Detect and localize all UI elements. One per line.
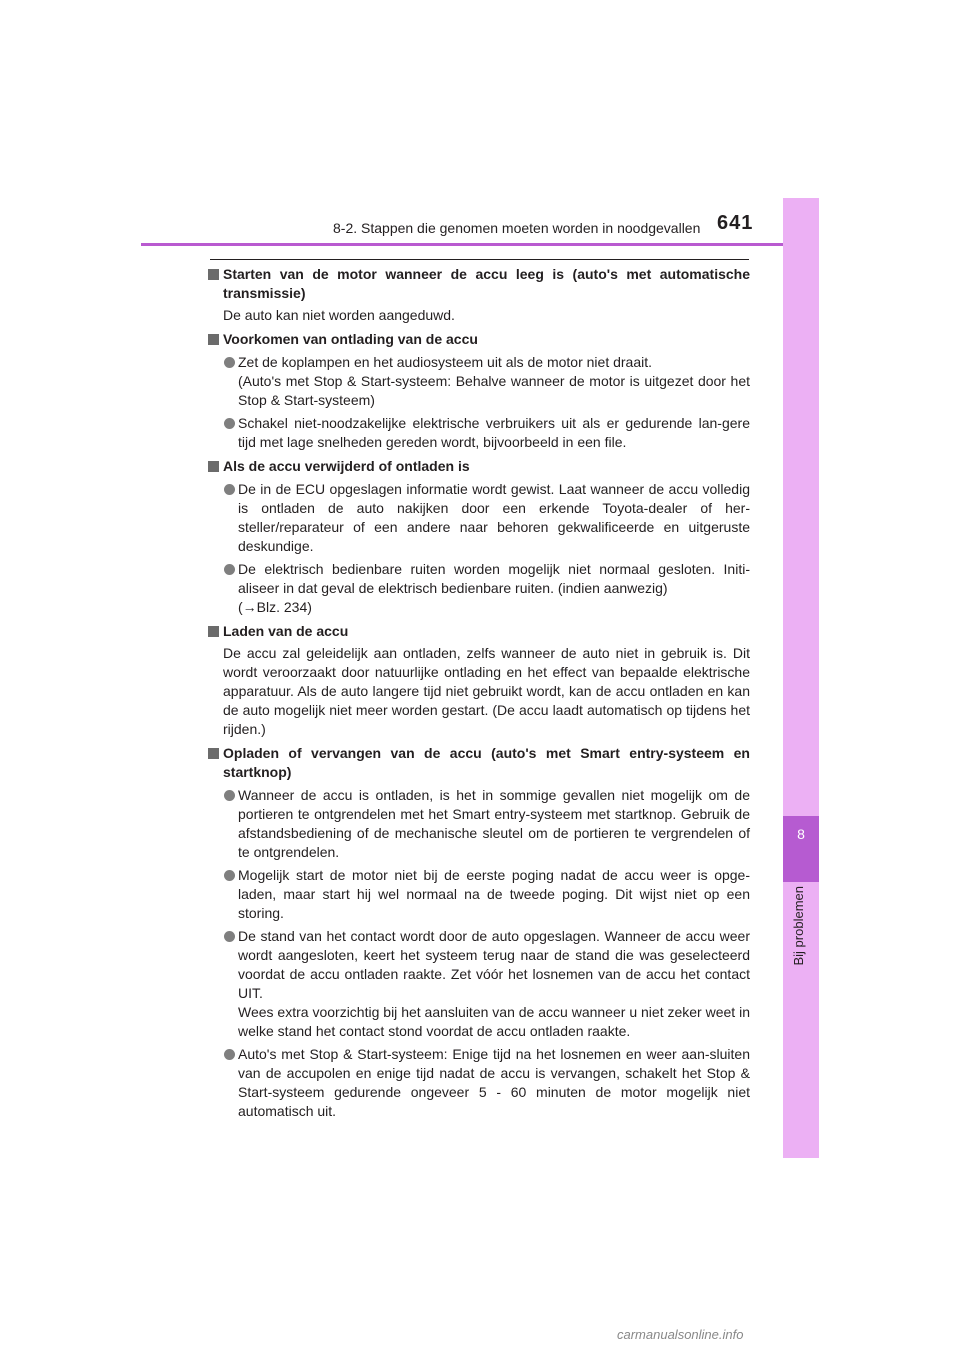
section-paragraph: De accu zal geleidelijk aan ontladen, zelfs wanneer de auto niet in gebruik is. Dit wordt veroorzaakt door natuurlijke ontlading en het effect van bepaalde elektrische apparatuur. Als de auto langere tijd niet gebruikt wordt, kan de accu ontladen en kan de auto mogelijk niet meer worden gestart. (De accu laadt automatisch op tijdens het rijden.) bbox=[223, 645, 750, 737]
section bbox=[208, 457, 750, 617]
bullet-text: Auto's met Stop & Start-systeem: Enige tijd na het losnemen en weer aan-sluiten van de accupolen en enige tijd nadat de accu is vervangen, schakelt het Stop & Start-systeem gedurende ongeveer 5 - 60 minuten de motor mogelijk niet automatisch uit. bbox=[238, 1046, 750, 1119]
bullet-text: Mogelijk start de motor niet bij de eerste poging nadat de accu weer is opge-laden, maar start hij wel normaal na de tweede poging. Dit wijst niet op een storing. bbox=[238, 867, 750, 921]
bullet-text: Schakel niet-noodzakelijke elektrische verbruikers uit als er gedurende lan-gere tijd met lage snelheden gereden wordt, bijvoorbeeld in een file. bbox=[238, 415, 750, 450]
square-bullet-icon bbox=[208, 269, 219, 280]
chapter-number: 8 bbox=[797, 826, 805, 842]
section-paragraph: De auto kan niet worden aangeduwd. bbox=[223, 307, 455, 323]
bullet-item bbox=[208, 353, 750, 410]
bullet-text: De stand van het contact wordt door de auto opgeslagen. Wanneer de accu weer wordt aangesloten, keert het systeem terug naar de stand die was geselecteerd voordat de accu ontladen raakte. Zet vóór het losnemen van de accu het contact UIT. Wees extra voorzichtig bij het aansluiten van de accu wanneer u niet zeker weet in welke stand het contact stond voordat de accu ontladen raakte. bbox=[238, 928, 750, 1039]
bullet-item bbox=[208, 560, 750, 617]
section-title bbox=[208, 744, 750, 782]
bullet-item bbox=[208, 480, 750, 556]
section-title-text: Laden van de accu bbox=[223, 623, 349, 639]
section-title-text: Als de accu verwijderd of ontladen is bbox=[223, 458, 470, 474]
header-divider bbox=[141, 243, 789, 246]
section-title bbox=[208, 622, 750, 641]
section-title bbox=[208, 457, 750, 476]
chapter-title bbox=[783, 880, 819, 1010]
circle-bullet-icon bbox=[224, 484, 235, 495]
bullet-text: De in de ECU opgeslagen informatie wordt gewist. Laat wanneer de accu volledig is ontladen de auto nakijken door een erkende Toyota-dealer of her-steller/reparateur of een andere naar behoren gekwalificeerde en uitgeruste deskundige. bbox=[238, 481, 750, 554]
section-divider bbox=[210, 259, 749, 260]
circle-bullet-icon bbox=[224, 564, 235, 575]
circle-bullet-icon bbox=[224, 418, 235, 429]
square-bullet-icon bbox=[208, 748, 219, 759]
circle-bullet-icon bbox=[224, 1049, 235, 1060]
section-title-text: Starten van de motor wanneer de accu leeg is (auto's met automatische transmissie) bbox=[223, 266, 750, 301]
page-number: 641 bbox=[717, 212, 754, 234]
circle-bullet-icon bbox=[224, 357, 235, 368]
bullet-text: Wanneer de accu is ontladen, is het in sommige gevallen niet mogelijk om de portieren te ontgrendelen met het Smart entry-systeem met startknop. Gebruik de afstandsbediening of de mechanische sleutel om de portieren te vergrendelen of te ontgrendelen. bbox=[238, 787, 750, 860]
section-title bbox=[208, 265, 750, 303]
square-bullet-icon bbox=[208, 626, 219, 637]
bullet-item bbox=[208, 786, 750, 862]
chapter-title-label: Bij problemen bbox=[791, 886, 806, 966]
bullet-item bbox=[208, 414, 750, 452]
watermark: carmanualsonline.info bbox=[617, 1327, 744, 1342]
square-bullet-icon bbox=[208, 334, 219, 345]
section-title-text: Voorkomen van ontlading van de accu bbox=[223, 331, 478, 347]
bullet-item bbox=[208, 927, 750, 1041]
section bbox=[208, 744, 750, 1121]
section bbox=[208, 622, 750, 739]
bullet-text: Zet de koplampen en het audiosysteem uit als de motor niet draait. (Auto's met Stop & Start-systeem: Behalve wanneer de motor is uitgezet door het Stop & Start-systeem) bbox=[238, 354, 750, 408]
circle-bullet-icon bbox=[224, 790, 235, 801]
circle-bullet-icon bbox=[224, 931, 235, 942]
chapter-side-tab bbox=[783, 198, 819, 1158]
bullet-item bbox=[208, 1045, 750, 1121]
section-title bbox=[208, 330, 750, 349]
bullet-item bbox=[208, 866, 750, 923]
section bbox=[208, 265, 750, 325]
section-title-text: Opladen of vervangen van de accu (auto's met Smart entry-systeem en startknop) bbox=[223, 745, 750, 780]
breadcrumb: 8-2. Stappen die genomen moeten worden in noodgevallen bbox=[333, 220, 701, 236]
section bbox=[208, 330, 750, 452]
bullet-text: De elektrisch bedienbare ruiten worden mogelijk niet normaal gesloten. Initi-aliseer in dat geval de elektrisch bedienbare ruiten. (indien aanwezig) (→Blz. 234) bbox=[238, 561, 750, 615]
page-content bbox=[208, 265, 750, 1126]
circle-bullet-icon bbox=[224, 870, 235, 881]
square-bullet-icon bbox=[208, 461, 219, 472]
